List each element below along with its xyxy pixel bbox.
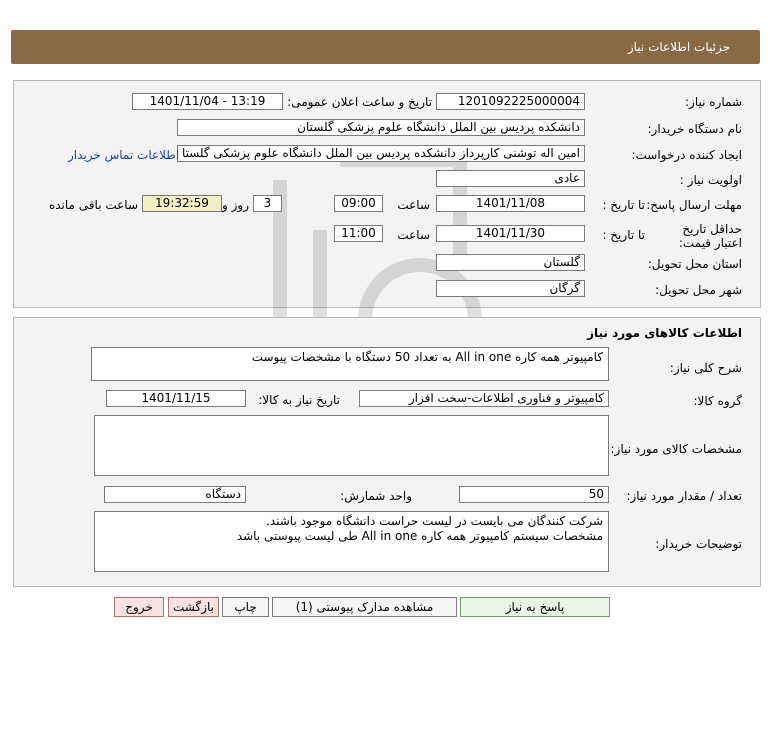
- province-label: استان محل تحویل:: [647, 257, 742, 271]
- buyer-notes-line-1: شرکت کنندگان می بایست در لیست حراست دانشگاه موجود باشند.: [266, 514, 603, 528]
- unit-field: دستگاه: [104, 486, 246, 503]
- specs-field: [94, 415, 609, 476]
- validity-time-field: 11:00: [334, 225, 383, 242]
- days-remaining-field: 3: [253, 195, 282, 212]
- buyer-org-label: نام دستگاه خریدار:: [647, 122, 742, 136]
- buyer-org-field: دانشکده پردیس بین الملل دانشگاه علوم پزشکی گلستان: [177, 119, 585, 136]
- city-field: گرگان: [436, 280, 585, 297]
- deadline-time-label: ساعت: [397, 198, 430, 212]
- city-label: شهر محل تحویل:: [655, 283, 742, 297]
- deadline-label: مهلت ارسال پاسخ:: [646, 198, 742, 212]
- qty-label: تعداد / مقدار مورد نیاز:: [626, 489, 742, 503]
- validity-date-field: 1401/11/30: [436, 225, 585, 242]
- need-date-label: تاریخ نیاز به کالا:: [258, 393, 340, 407]
- view-attachments-button[interactable]: مشاهده مدارک پیوستی (1): [272, 597, 457, 617]
- need-date-field: 1401/11/15: [106, 390, 246, 407]
- deadline-to-date-label: تا تاریخ :: [602, 198, 645, 212]
- days-label: روز و: [222, 198, 249, 212]
- need-number-field: 1201092225000004: [436, 93, 585, 110]
- exit-button[interactable]: خروج: [114, 597, 164, 617]
- province-field: گلستان: [436, 254, 585, 271]
- page-title: جزئیات اطلاعات نیاز: [627, 40, 730, 54]
- goods-group-field: کامپیوتر و فناوری اطلاعات-سخت افزار: [359, 390, 609, 407]
- respond-button[interactable]: پاسخ به نیاز: [460, 597, 610, 617]
- validity-time-label: ساعت: [397, 228, 430, 242]
- deadline-date-field: 1401/11/08: [436, 195, 585, 212]
- priority-field: عادی: [436, 170, 585, 187]
- announce-datetime-field: 1401/11/04 - 13:19: [132, 93, 283, 110]
- deadline-time-field: 09:00: [334, 195, 383, 212]
- validity-label: حداقل تاریخ اعتبار قیمت:: [678, 222, 742, 250]
- remaining-time-label: ساعت باقی مانده: [48, 198, 138, 212]
- goods-group-label: گروه کالا:: [693, 394, 742, 408]
- specs-label: مشخصات کالای مورد نیاز:: [610, 442, 742, 456]
- summary-field: کامپیوتر همه کاره All in one به تعداد 50 دستگاه با مشخصات پیوست: [91, 347, 609, 381]
- back-button[interactable]: بازگشت: [168, 597, 219, 617]
- buyer-notes-line-2: مشخصات سیستم کامپیوتر همه کاره All in one طی لیست پیوستی باشد: [236, 529, 603, 543]
- summary-label: شرح کلی نیاز:: [669, 361, 742, 375]
- need-number-label: شماره نیاز:: [685, 95, 742, 109]
- qty-field: 50: [459, 486, 609, 503]
- remaining-time-field: 19:32:59: [142, 195, 222, 212]
- goods-section-title: اطلاعات کالاهای مورد نیاز: [587, 326, 742, 340]
- buyer-notes-field: [94, 511, 609, 572]
- announce-datetime-label: تاریخ و ساعت اعلان عمومی:: [287, 95, 432, 109]
- priority-label: اولویت نیاز :: [679, 173, 742, 187]
- buyer-contact-link[interactable]: اطلاعات تماس خریدار: [68, 148, 180, 162]
- validity-to-date-label: تا تاریخ :: [602, 228, 645, 242]
- requester-field: امین اله توشنی کارپرداز دانشکده پردیس بین الملل دانشگاه علوم پزشکی گلستا: [177, 145, 585, 162]
- buyer-notes-label: توضیحات خریدار:: [655, 537, 742, 551]
- print-button[interactable]: چاپ: [222, 597, 269, 617]
- requester-label: ایجاد کننده درخواست:: [631, 148, 742, 162]
- unit-label: واحد شمارش:: [340, 489, 412, 503]
